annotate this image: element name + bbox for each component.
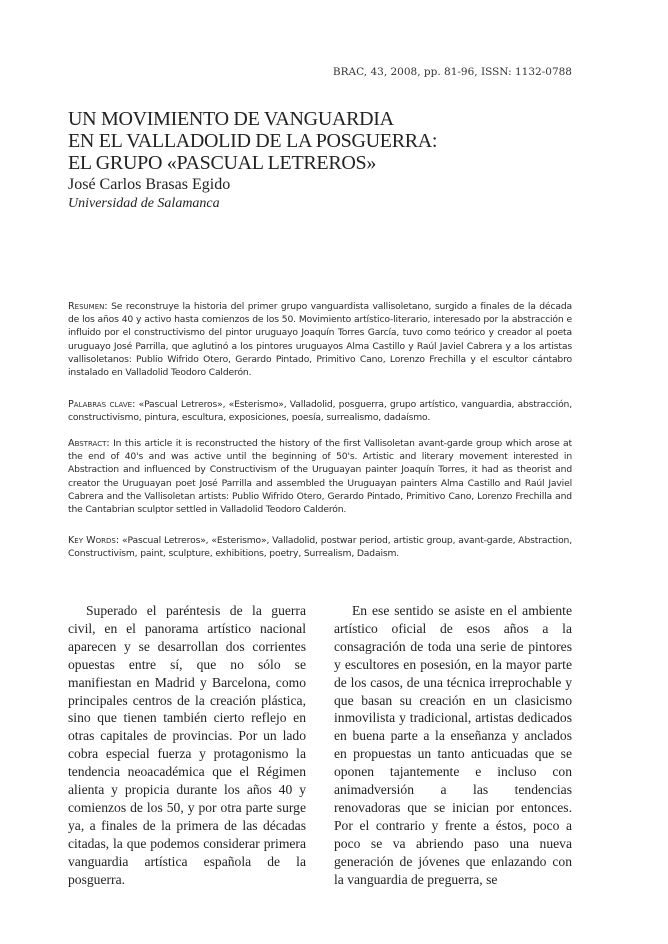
running-header: BRAC, 43, 2008, pp. 81-96, ISSN: 1132-0788 [332, 66, 572, 78]
key-words-label: Key Words: [68, 535, 120, 546]
palabras-clave-block [68, 398, 572, 424]
palabras-clave-label: Palabras clave: [68, 399, 136, 410]
article-title [68, 108, 588, 174]
title-line-3: EL GRUPO «PASCUAL LETREROS» [68, 152, 377, 174]
body-column-right [334, 602, 572, 889]
body-paragraph-right: En ese sentido se asiste en el ambiente artístico oficial de esos años a la consagración de toda una serie de pintores y escultores en posesión, en la mayor parte de los casos, de una técnica irreprochable y que basan su creación en un clasicismo inmovilista y tradicional, artistas dedicados en buena parte a la enseñanza y anclados en propuestas un tanto anticuadas que se oponen tajantemente e incluso con animadversión a las tendencias renovadoras que se inician por entonces. Por el contrario y frente a éstos, poco a poco se va abriendo paso una nueva generación de jóvenes que enlazando con la vanguardia de preguerra, se [334, 603, 572, 887]
abstract-text: In this article it is reconstructed the history of the first Vallisoletan avant-garde group which arose at the end of 40's and was active until the beginning of 50's. Artistic and literary movement interested in Abstraction and influenced by Constructivism of the Uruguayan painter Joaquín Torres, it had as theorist and creator the Uruguayan poet José Parrilla and assembled the Uruguayan painters Alma Castillo and Raúl Javiel Cabrera and the Vallisoletan artists: Publio Wifrido Otero, Gerardo Pintado, Primitivo Cano, Lorenzo Frechilla and the Cantabrian sculptor settled in Valladolid Teodoro Calderón. [68, 438, 572, 516]
resumen-text: Se reconstruye la historia del primer grupo vanguardista vallisoletano, surgido a finales de la década de los años 40 y activo hasta comienzos de los 50. Movimiento artístico-literario, interesado por la abstracción e influido por el constructivismo del pintor uruguayo Joaquín Torres García, tuvo como teórico y creador al poeta uruguayo José Parrilla, que aglutinó a los pintores uruguayos Alma Castillo y Raúl Javiel Cabrera y a los artistas vallisoletanos: Publio Wifrido Otero, Gerardo Pintado, Primitivo Cano, Lorenzo Frechilla y el escultor cántabro instalado en Valladolid Teodoro Calderón. [68, 301, 572, 379]
title-line-2: EN EL VALLADOLID DE LA POSGUERRA: [68, 130, 438, 152]
key-words-text: «Pascual Letreros», «Esterismo», Valladolid, postwar period, artistic group, avant-garde, Abstraction, Constructivism, paint, sculpture, exhibitions, poetry, Surrealism, Dadaism. [68, 535, 572, 560]
abstract-label: Abstract: [68, 438, 110, 449]
abstract-block [68, 437, 572, 516]
key-words-block [68, 534, 572, 560]
body-paragraph-left: Superado el paréntesis de la guerra civil, en el panorama artístico nacional aparecen y se desarrollan dos corrientes opuestas entre sí, que no sólo se manifiestan en Madrid y Barcelona, como principales centros de la creación plástica, sino que tienen también cierto reflejo en otras capitales de provincias. Por un lado cobra especial fuerza y protagonismo la tendencia neoacadémica que el Régimen alienta y propicia durante los años 40 y comienzos de los 50, y por otra parte surge ya, a finales de la primera de las décadas citadas, la que podemos considerar primera vanguardia artística española de la posguerra. [68, 603, 306, 887]
author-name: José Carlos Brasas Egido [68, 176, 231, 193]
palabras-clave-text: «Pascual Letreros», «Esterismo», Valladolid, posguerra, grupo artístico, vanguardia, abstracción, constructivismo, pintura, escultura, exposiciones, poesía, surrealismo, dadaísmo. [68, 399, 573, 424]
title-line-1: UN MOVIMIENTO DE VANGUARDIA [68, 108, 394, 130]
author-affiliation: Universidad de Salamanca [68, 196, 220, 211]
resumen-label: Resumen: [68, 301, 108, 312]
resumen-block [68, 300, 572, 379]
body-column-left [68, 602, 306, 889]
